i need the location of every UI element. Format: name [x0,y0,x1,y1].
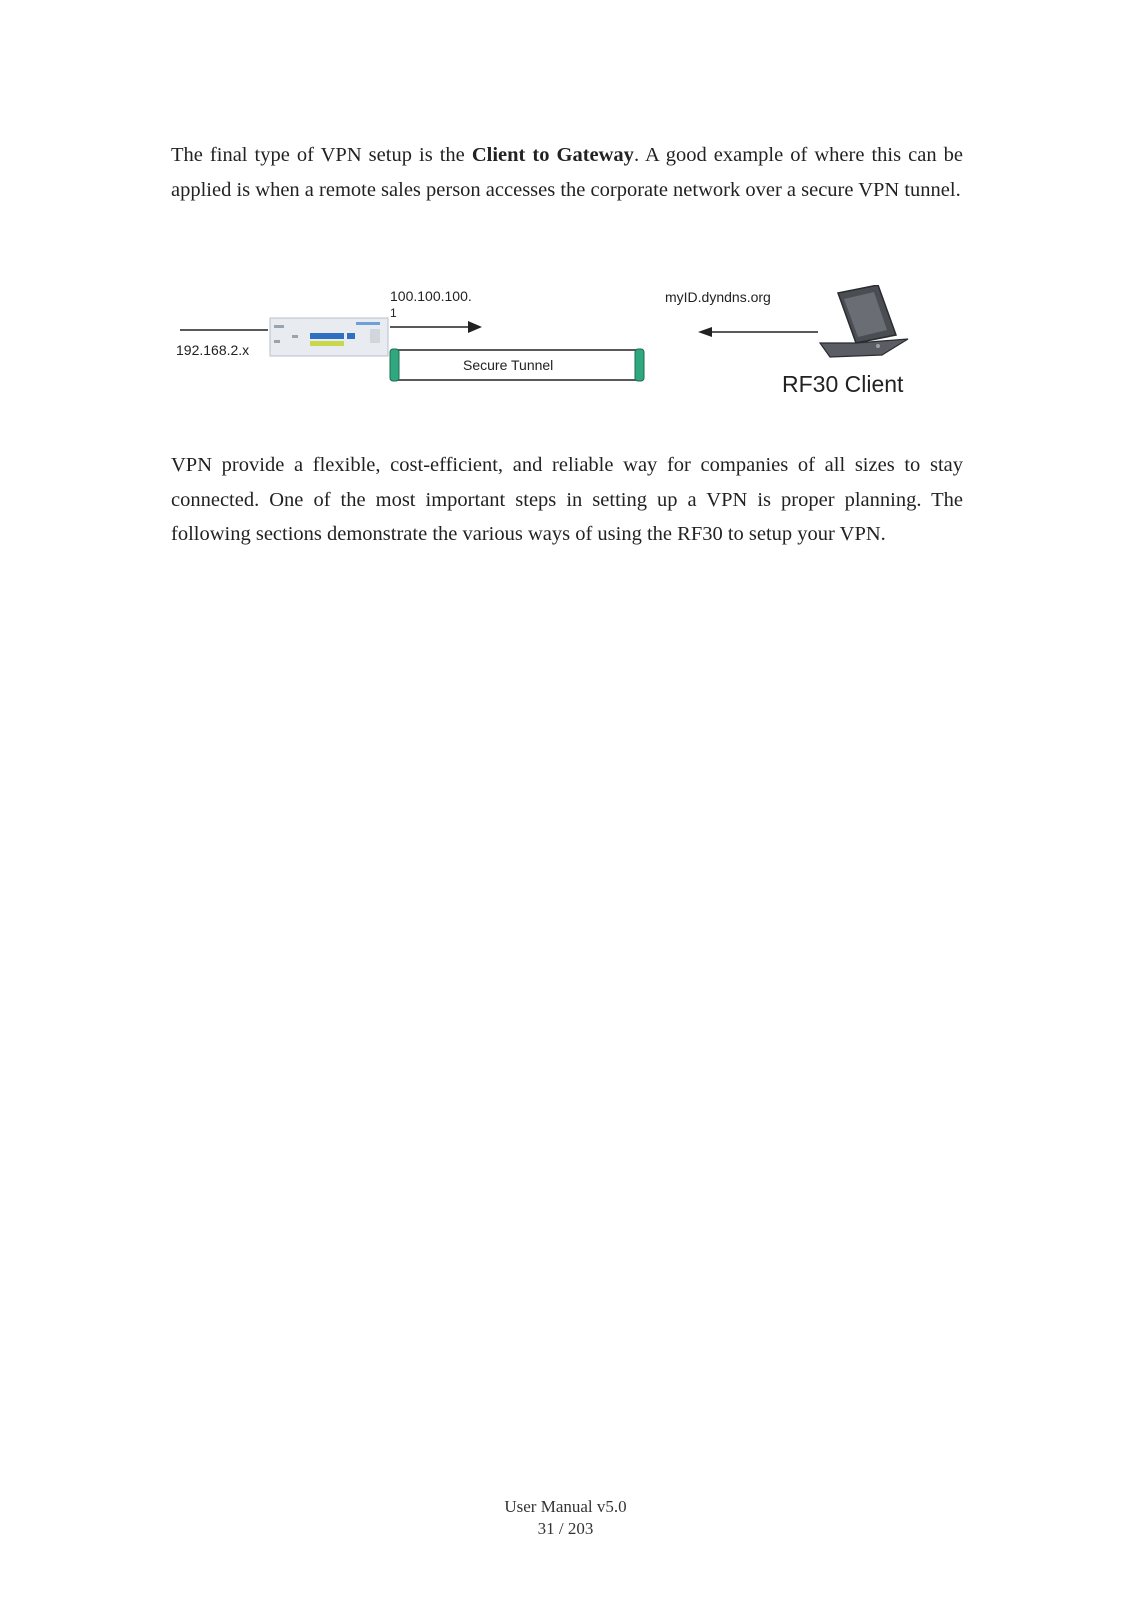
router-device-icon [270,318,388,356]
tunnel-label: Secure Tunnel [463,357,554,373]
remote-host-label: myID.dyndns.org [665,289,771,305]
vpn-diagram [170,285,930,410]
laptop-icon [820,285,908,357]
page-number: 31 / 203 [537,1519,594,1538]
intro-bold-term: Client to Gateway [471,144,634,166]
client-label: RF30 Client [782,371,904,397]
intro-paragraph [171,138,963,207]
body-paragraph: VPN provide a flexible, cost-efficient, and reliable way for companies of all sizes to stay connected. One of the most important steps in setting up a VPN is proper planning. The following sections demonstrate the various ways of using the RF30 to setup your VPN. [171,454,963,545]
wan-ip-label-cont: 1 [390,306,397,320]
lan-label: 192.168.2.x [176,342,250,358]
intro-text-start: The final type of VPN setup is the [171,144,472,166]
footer-title: User Manual v5.0 [504,1497,627,1516]
wan-ip-label: 100.100.100. [390,288,472,304]
inbound-arrow-head-icon [698,327,712,337]
intro-text-end: . A good example of where this can be applied is when a remote sales person accesses the corporate network over a secure VPN tunnel. [171,144,963,201]
outbound-arrow-head-icon [468,321,482,333]
